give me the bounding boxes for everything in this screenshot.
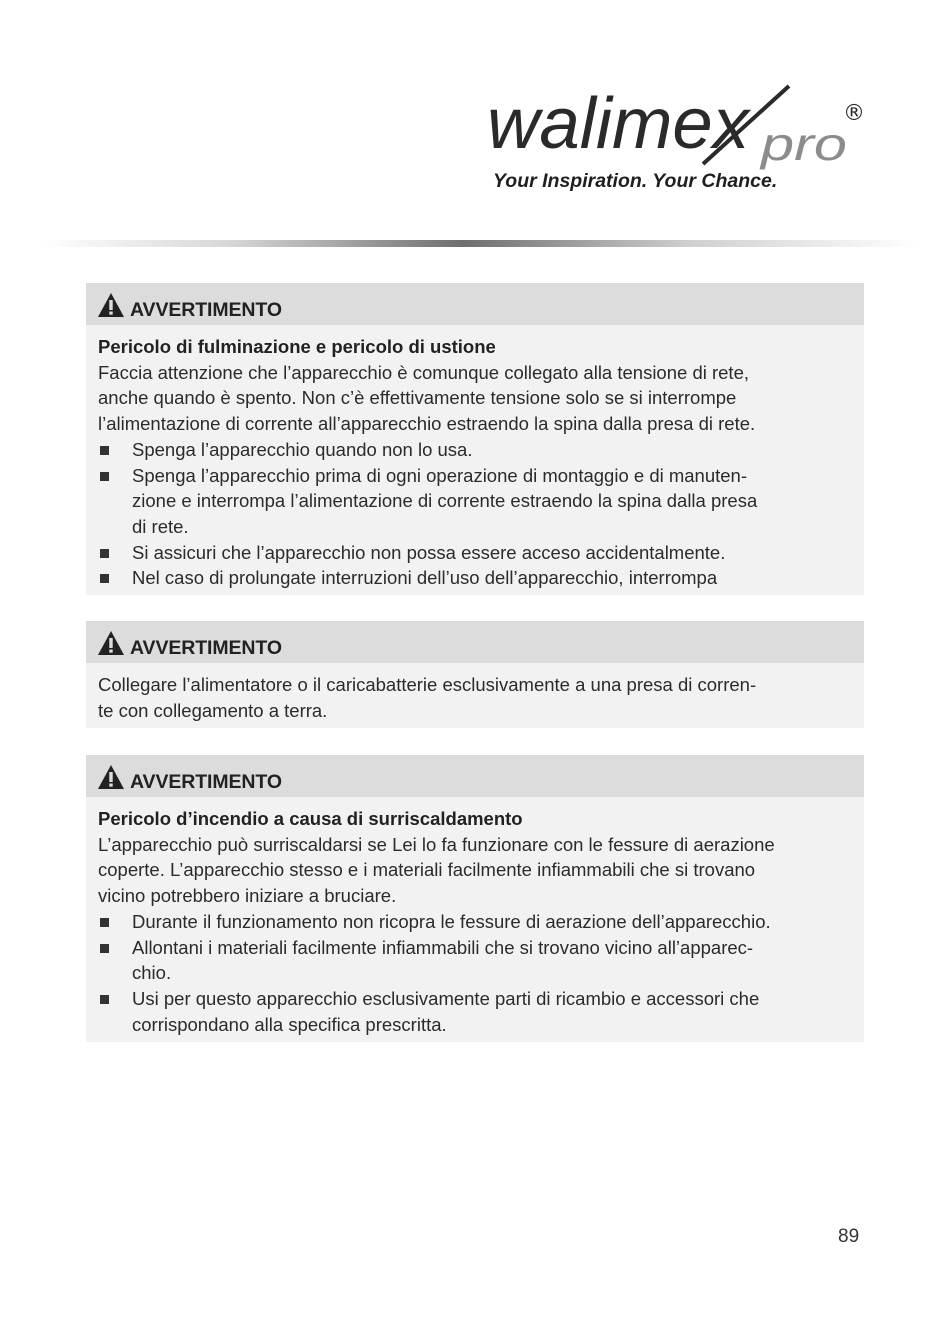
list-item <box>98 540 864 566</box>
bullet-text: Allontani i materiali facilmente infiammabili che si trovano vicino all’apparec- <box>132 936 754 958</box>
body-line: coperte. L’apparecchio stesso e i materiali facilmente infiammabili che si trovano <box>98 859 756 881</box>
square-bullet-icon <box>100 918 109 927</box>
bullet-text: Spenga l’apparecchio quando non lo usa. <box>132 438 473 460</box>
square-bullet-icon <box>100 944 109 953</box>
warning-box-fire-hazard <box>86 755 864 1042</box>
header-divider <box>40 240 920 247</box>
warning-subtitle: Pericolo di fulminazione e pericolo di ustione <box>98 336 496 357</box>
bullet-text: corrispondano alla specifica prescritta. <box>132 1013 447 1035</box>
warning-body <box>86 663 864 723</box>
warning-triangle-icon <box>97 764 125 790</box>
body-line: L’apparecchio può surriscaldarsi se Lei lo fa funzionare con le fessure di aerazione <box>98 833 775 855</box>
body-line: vicino potrebbero iniziare a bruciare. <box>98 885 397 907</box>
warning-body <box>86 325 864 591</box>
body-line: anche quando è spento. Non c’è effettivamente tensione solo se si interrompe <box>98 387 737 409</box>
registered-mark: ® <box>843 101 865 126</box>
warning-title: AVVERTIMENTO <box>130 637 282 659</box>
body-line: l’alimentazione di corrente all’apparecchio estraendo la spina dalla presa di rete. <box>98 413 756 435</box>
bullet-text: Nel caso di prolungate interruzioni dell’uso dell’apparecchio, interrompa <box>132 567 718 589</box>
square-bullet-icon <box>100 446 109 455</box>
bullet-text: Durante il funzionamento non ricopra le fessure di aerazione dell’apparecchio. <box>132 910 771 932</box>
list-item <box>98 986 864 1037</box>
bullet-text: Usi per questo apparecchio esclusivamente parti di ricambio e accessori che <box>132 987 760 1009</box>
warning-title: AVVERTIMENTO <box>130 771 282 793</box>
logo-wordmark: walimex <box>487 84 753 164</box>
warning-triangle-icon <box>97 630 125 656</box>
brand-logo <box>485 82 875 202</box>
square-bullet-icon <box>100 995 109 1004</box>
bullet-text: zione e interrompa l’alimentazione di corrente estraendo la spina dalla presa <box>132 490 758 512</box>
body-line: te con collegamento a terra. <box>98 699 328 721</box>
walimex-pro-logo-graphic <box>485 82 875 174</box>
bullet-text: Si assicuri che l’apparecchio non possa essere acceso accidentalmente. <box>132 541 726 563</box>
warning-header <box>86 621 864 663</box>
square-bullet-icon <box>100 472 109 481</box>
page-number: 89 <box>838 1226 860 1247</box>
brand-tagline: Your Inspiration. Your Chance. <box>493 170 778 192</box>
warning-box-electric-shock <box>86 283 864 595</box>
list-item <box>98 909 864 935</box>
list-item <box>98 565 864 591</box>
square-bullet-icon <box>100 549 109 558</box>
warning-body <box>86 797 864 1037</box>
body-line: Collegare l’alimentatore o il caricabatterie esclusivamente a una presa di corren- <box>98 674 757 695</box>
list-item <box>98 935 864 986</box>
warning-subtitle: Pericolo d’incendio a causa di surriscaldamento <box>98 808 523 829</box>
warning-header <box>86 755 864 797</box>
bullet-text: di rete. <box>132 515 189 537</box>
warning-header <box>86 283 864 325</box>
bullet-text: Spenga l’apparecchio prima di ogni operazione di montaggio e di manuten- <box>132 464 748 486</box>
bullet-text: chio. <box>132 962 172 984</box>
warning-box-grounded-outlet <box>86 621 864 728</box>
body-line: Faccia attenzione che l’apparecchio è comunque collegato alla tensione di rete, <box>98 361 749 383</box>
square-bullet-icon <box>100 574 109 583</box>
list-item <box>98 463 864 540</box>
bullet-list <box>98 437 864 591</box>
list-item <box>98 437 864 463</box>
warning-triangle-icon <box>97 292 125 318</box>
logo-pro-suffix: pro <box>758 118 847 170</box>
warning-title: AVVERTIMENTO <box>130 299 282 321</box>
bullet-list <box>98 909 864 1038</box>
